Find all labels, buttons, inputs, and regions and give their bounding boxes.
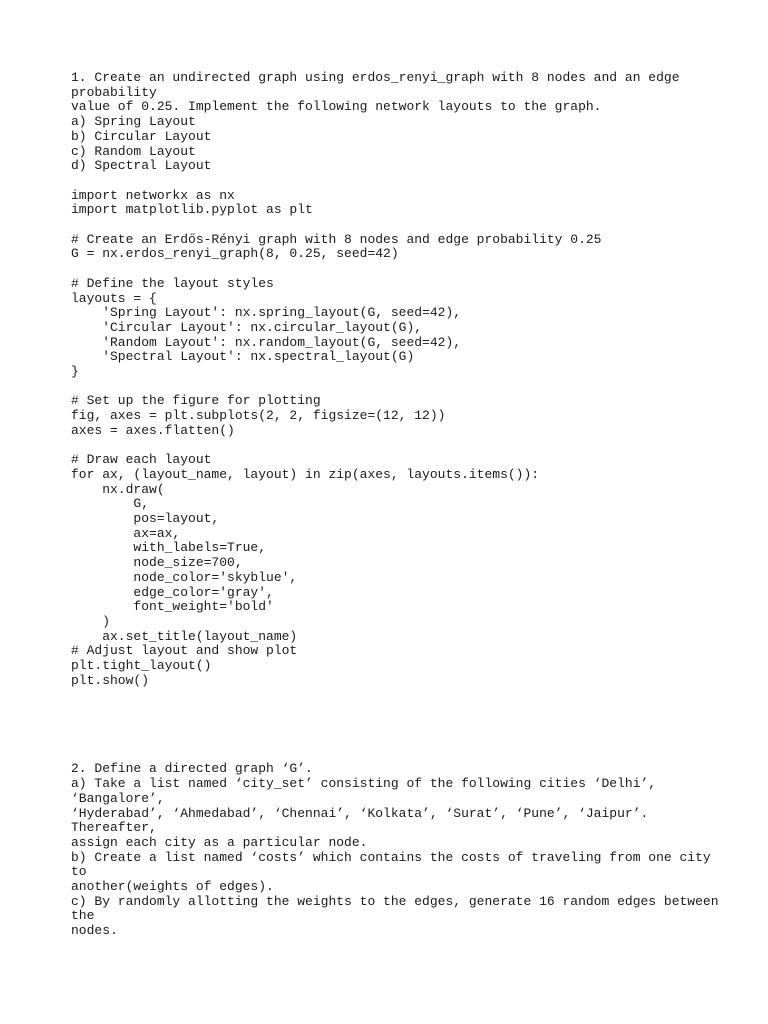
- spacer: [71, 439, 711, 454]
- text-line: assign each city as a particular node.: [71, 834, 368, 850]
- code-line: G = nx.erdos_renyi_graph(8, 0.25, seed=42): [71, 246, 399, 262]
- code-line: ): [71, 613, 111, 629]
- code-line: font_weight='bold': [71, 599, 274, 615]
- code-line: 'Spectral Layout': nx.spectral_layout(G): [71, 349, 415, 365]
- code-line: node_size=700,: [71, 555, 243, 571]
- code-line: G,: [71, 496, 150, 512]
- code-line: plt.tight_layout(): [71, 658, 212, 674]
- code-line: ax.set_title(layout_name): [71, 628, 298, 644]
- text-line: 1. Create an undirected graph using erdos_renyi_graph with 8 nodes and an edge: [71, 70, 680, 85]
- spacer: [71, 218, 711, 233]
- code-line: plt.show(): [71, 672, 150, 688]
- text-line: c) By randomly allotting the weights to the edges, generate 16 random edges between: [71, 893, 719, 909]
- code-line: 'Random Layout': nx.random_layout(G, seed=42),: [71, 334, 462, 350]
- code-line: # Create an Erdős-Rényi graph with 8 nodes and edge probability 0.25: [71, 231, 602, 247]
- code-line: import networkx as nx: [71, 187, 235, 203]
- code-line: pos=layout,: [71, 511, 220, 527]
- code-line: layouts = {: [71, 290, 157, 306]
- code-line: 'Circular Layout': nx.circular_layout(G),: [71, 319, 423, 335]
- text-line: b) Create a list named ‘costs’ which contains the costs of traveling from one city: [71, 849, 711, 865]
- question-2-prompt: [71, 761, 719, 939]
- code-line: # Adjust layout and show plot: [71, 643, 298, 659]
- text-line: ‘Bangalore’,: [71, 790, 165, 806]
- code-line: for ax, (layout_name, layout) in zip(axes, layouts.items()):: [71, 466, 540, 482]
- text-line: nodes.: [71, 923, 118, 939]
- spacer: [71, 262, 711, 277]
- code-graph-creation: [71, 233, 711, 262]
- text-line: Thereafter,: [71, 820, 157, 836]
- question-1-prompt: [71, 71, 711, 174]
- code-imports: [71, 189, 711, 218]
- text-line: a) Spring Layout: [71, 114, 196, 130]
- text-line: probability: [71, 84, 157, 100]
- text-line: to: [71, 864, 87, 880]
- spacer: [71, 174, 711, 189]
- code-line: fig, axes = plt.subplots(2, 2, figsize=(12, 12)): [71, 408, 446, 424]
- code-line: 'Spring Layout': nx.spring_layout(G, seed=42),: [71, 305, 462, 321]
- document-page: [71, 70, 719, 939]
- code-line: axes = axes.flatten(): [71, 422, 235, 438]
- code-line: edge_color='gray',: [71, 584, 274, 600]
- code-line: # Draw each layout: [71, 452, 212, 468]
- code-line: ax=ax,: [71, 525, 181, 541]
- text-line: a) Take a list named ‘city_set’ consisting of the following cities ‘Delhi’,: [71, 776, 657, 792]
- code-figure-setup: [71, 394, 711, 438]
- text-line: the: [71, 908, 95, 924]
- text-line: b) Circular Layout: [71, 128, 212, 144]
- text-line: another(weights of edges).: [71, 879, 274, 895]
- code-line: # Define the layout styles: [71, 275, 274, 291]
- code-layouts: [71, 277, 711, 380]
- spacer: [71, 380, 711, 395]
- code-draw-loop: [71, 453, 711, 688]
- code-line: import matplotlib.pyplot as plt: [71, 202, 313, 218]
- text-line: value of 0.25. Implement the following network layouts to the graph.: [71, 99, 602, 115]
- code-line: nx.draw(: [71, 481, 165, 497]
- code-line: # Set up the figure for plotting: [71, 393, 321, 409]
- code-line: }: [71, 364, 79, 380]
- spacer: [71, 688, 711, 762]
- text-line: c) Random Layout: [71, 143, 196, 159]
- text-line: d) Spectral Layout: [71, 158, 212, 174]
- text-line: ‘Hyderabad’, ‘Ahmedabad’, ‘Chennai’, ‘Kolkata’, ‘Surat’, ‘Pune’, ‘Jaipur’.: [71, 805, 649, 821]
- code-line: node_color='skyblue',: [71, 569, 298, 585]
- code-line: with_labels=True,: [71, 540, 267, 556]
- text-line: 2. Define a directed graph ‘G’.: [71, 761, 313, 777]
